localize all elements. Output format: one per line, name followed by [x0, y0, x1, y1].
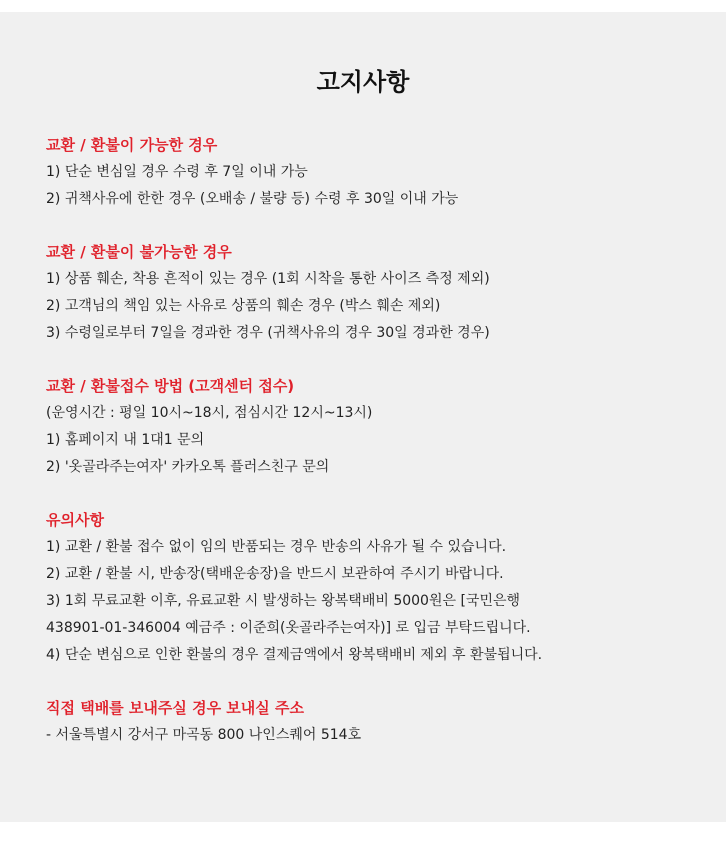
section-heading: 유의사항: [46, 511, 104, 529]
section-line: 2) 고객님의 책임 있는 사유로 상품의 훼손 경우 (박스 훼손 제외): [46, 298, 441, 314]
page-title: 고지사항: [316, 68, 410, 96]
section-refund-method: [46, 373, 706, 481]
section-heading: 교환 / 환불이 가능한 경우: [46, 136, 218, 154]
section-heading: 교환 / 환불접수 방법 (고객센터 접수): [46, 377, 295, 395]
section-line: 4) 단순 변심으로 인한 환불의 경우 결제금액에서 왕복택배비 제외 후 환불됩니다.: [46, 647, 543, 663]
section-line: 1) 교환 / 환불 접수 없이 임의 반품되는 경우 반송의 사유가 될 수 있습니다.: [46, 539, 507, 555]
section-line: 2) 귀책사유에 한한 경우 (오배송 / 불량 등) 수령 후 30일 이내 가능: [46, 191, 459, 207]
section-line: 3) 수령일로부터 7일을 경과한 경우 (귀책사유의 경우 30일 경과한 경우): [46, 325, 490, 341]
section-line: 438901-01-346004 예금주 : 이준희(옷골라주는여자)] 로 입금 부탁드립니다.: [46, 620, 531, 636]
section-heading: 교환 / 환불이 불가능한 경우: [46, 243, 232, 261]
section-line: 1) 상품 훼손, 착용 흔적이 있는 경우 (1회 시착을 통한 사이즈 측정 제외): [46, 271, 490, 287]
section-refund-possible: [46, 132, 706, 213]
section-line: 2) '옷골라주는여자' 카카오톡 플러스친구 문의: [46, 459, 330, 475]
section-line: 3) 1회 무료교환 이후, 유료교환 시 발생하는 왕복택배비 5000원은 [국민은행: [46, 593, 521, 609]
notice-panel: [0, 12, 726, 822]
section-return-address: [46, 695, 706, 749]
section-line: (운영시간 : 평일 10시~18시, 점심시간 12시~13시): [46, 405, 373, 421]
section-heading: 직접 택배를 보내주실 경우 보내실 주소: [46, 699, 304, 717]
section-line: 1) 홈페이지 내 1대1 문의: [46, 432, 205, 448]
section-caution: [46, 507, 706, 669]
notice-sections: [46, 132, 706, 775]
section-line: 2) 교환 / 환불 시, 반송장(택배운송장)을 반드시 보관하여 주시기 바랍니다.: [46, 566, 504, 582]
section-line: 1) 단순 변심일 경우 수령 후 7일 이내 가능: [46, 164, 308, 180]
return-address: - 서울특별시 강서구 마곡동 800 나인스퀘어 514호: [46, 727, 362, 743]
section-refund-impossible: [46, 239, 706, 347]
